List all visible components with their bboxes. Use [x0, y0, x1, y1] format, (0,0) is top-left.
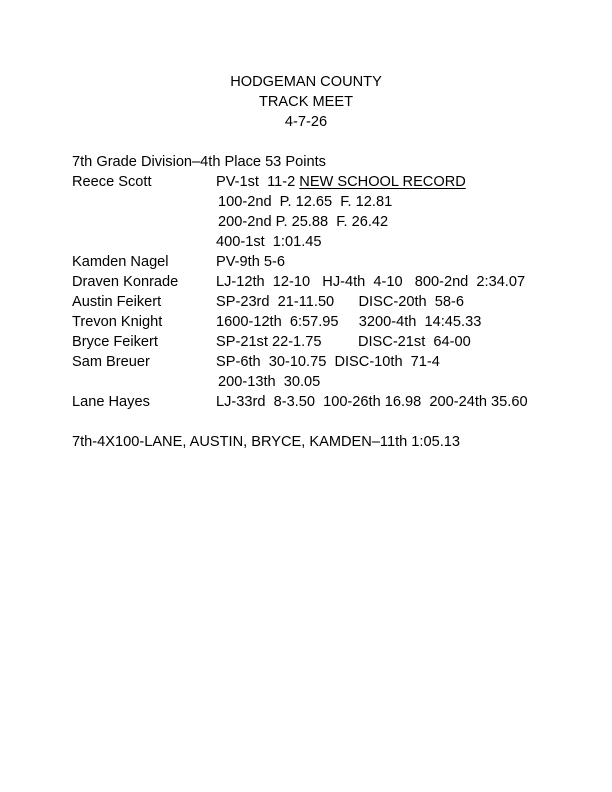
athlete-name: Sam Breuer: [72, 354, 150, 370]
athlete-result: LJ-12th 12-10 HJ-4th 4-10 800-2nd 2:34.07: [216, 274, 526, 290]
athlete-result: SP-23rd 21-11.50 DISC-20th 58-6: [216, 294, 464, 310]
athlete-name: Lane Hayes: [72, 394, 150, 410]
athlete-result: 100-2nd P. 12.65 F. 12.81: [218, 194, 393, 210]
athlete-result: SP-6th 30-10.75 DISC-10th 71-4: [216, 354, 440, 370]
athlete-result: SP-21st 22-1.75 DISC-21st 64-00: [216, 334, 471, 350]
athlete-result: 200-13th 30.05: [218, 374, 321, 390]
relay-result: 7th-4X100-LANE, AUSTIN, BRYCE, KAMDEN–11th 1:05.13: [72, 434, 461, 450]
meet-date: 4-7-26: [284, 114, 328, 130]
athlete-name: Bryce Feikert: [72, 334, 158, 350]
meet-title: HODGEMAN COUNTY: [230, 74, 382, 90]
athlete-result: 400-1st 1:01.45: [216, 234, 322, 250]
school-record-note: NEW SCHOOL RECORD: [299, 174, 466, 190]
athlete-result: 200-2nd P. 25.88 F. 26.42: [218, 214, 389, 230]
athlete-result: PV-9th 5-6: [216, 254, 285, 270]
athlete-result: 1600-12th 6:57.95 3200-4th 14:45.33: [216, 314, 482, 330]
athlete-name: Draven Konrade: [72, 274, 179, 290]
athlete-result: LJ-33rd 8-3.50 100-26th 16.98 200-24th 35.60: [216, 394, 528, 410]
athlete-name: Reece Scott: [72, 174, 152, 190]
division-title: 7th Grade Division–4th Place 53 Points: [72, 154, 326, 170]
athlete-name: Trevon Knight: [72, 314, 163, 330]
athlete-name: Austin Feikert: [72, 294, 162, 310]
meet-subtitle: TRACK MEET: [258, 94, 354, 110]
athlete-result: [216, 172, 466, 192]
result-text: PV-1st 11-2: [216, 174, 300, 190]
athlete-name: Kamden Nagel: [72, 254, 169, 270]
